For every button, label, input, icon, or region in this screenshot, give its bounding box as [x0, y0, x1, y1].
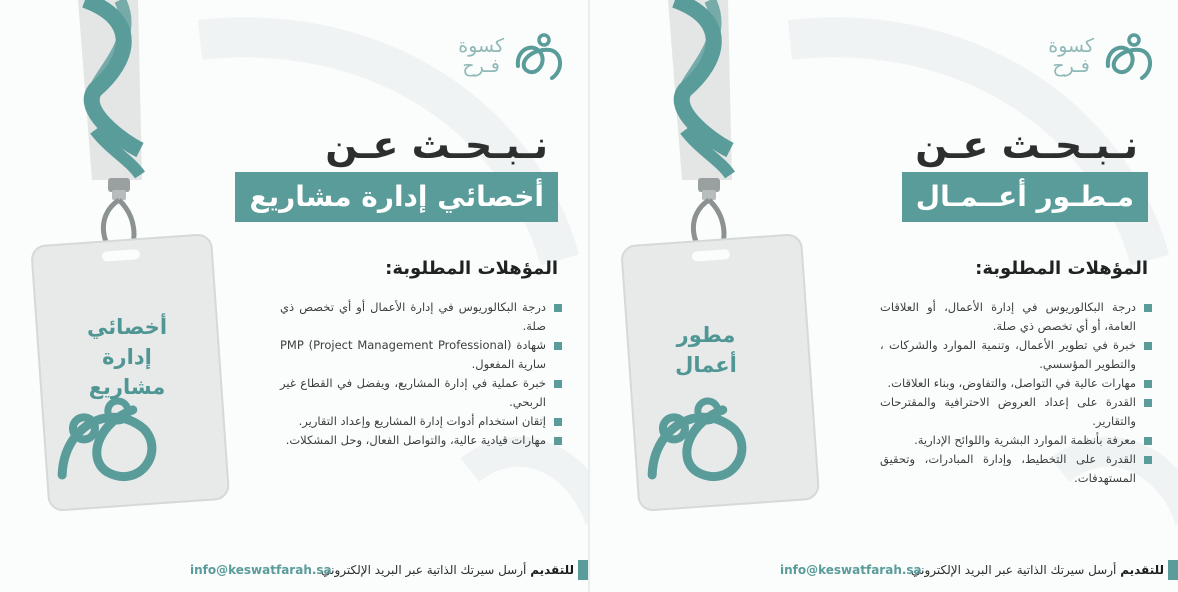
logo-word-1: كسوة	[458, 35, 504, 57]
logo-mark-icon	[510, 30, 566, 86]
qualification-text: القدرة على التخطيط، وإدارة المبادرات، وتحقيق المستهدفات.	[880, 452, 1136, 485]
list-item	[880, 374, 1152, 393]
bullet-square-icon	[1144, 437, 1152, 445]
logo-word-2: فـرح	[1052, 55, 1090, 77]
heading-we-are-looking-for: نـبـحـث عـن	[325, 123, 548, 167]
apply-instruction	[321, 558, 574, 582]
list-item	[280, 298, 562, 336]
bullet-square-icon	[1144, 380, 1152, 388]
company-logo	[1016, 30, 1156, 90]
bullet-square-icon	[554, 418, 562, 426]
bullet-square-icon	[1144, 456, 1152, 464]
list-item	[880, 431, 1152, 450]
list-item	[280, 374, 562, 412]
company-logo	[426, 30, 566, 90]
list-item	[280, 412, 562, 431]
bullet-square-icon	[554, 380, 562, 388]
qualification-text: خبرة عملية في إدارة المشاريع، ويفضل في القطاع غير الربحي.	[280, 376, 546, 409]
apply-text: أرسل سيرتك الذاتية عبر البريد الإلكتروني	[321, 563, 527, 577]
footer-accent-bar	[578, 560, 588, 580]
heading-we-are-looking-for: نـبـحـث عـن	[915, 123, 1138, 167]
bullet-square-icon	[554, 342, 562, 350]
bullet-square-icon	[1144, 304, 1152, 312]
apply-text: أرسل سيرتك الذاتية عبر البريد الإلكتروني	[911, 563, 1117, 577]
qualifications-title: المؤهلات المطلوبة:	[385, 258, 558, 279]
qualification-text: مهارات عالية في التواصل، والتفاوض، وبناء العلاقات.	[887, 376, 1136, 390]
logo-wordmark	[1048, 36, 1094, 76]
apply-instruction	[911, 558, 1164, 582]
lanyard-illustration	[0, 0, 260, 592]
footer-accent-bar	[1168, 560, 1178, 580]
qualification-text: شهادة PMP (Project Management Professional) سارية المفعول.	[280, 338, 546, 371]
logo-word-1: كسوة	[1048, 35, 1094, 57]
logo-word-2: فـرح	[462, 55, 500, 77]
qualification-text: درجة البكالوريوس في إدارة الأعمال أو أي تخصص ذي صلة.	[280, 300, 546, 333]
badge-job-title: أخصائي إدارة مشاريع	[86, 315, 168, 399]
bullet-square-icon	[554, 437, 562, 445]
contact-email-link[interactable]: info@keswatfarah.sa	[780, 563, 922, 577]
qualification-text: مهارات قيادية عالية، والتواصل الفعال، وحل المشكلات.	[285, 433, 546, 447]
contact-email-link[interactable]: info@keswatfarah.sa	[190, 563, 332, 577]
qualification-text: القدرة على إعداد العروض الاحترافية والمقترحات والتقارير.	[880, 395, 1136, 428]
list-item	[280, 431, 562, 450]
list-item	[880, 298, 1152, 336]
apply-label: للتقديم	[530, 563, 574, 577]
qualifications-title: المؤهلات المطلوبة:	[975, 258, 1148, 279]
bullet-square-icon	[1144, 399, 1152, 407]
qualification-text: خبرة في تطوير الأعمال، وتنمية الموارد والشركات ، والتطوير المؤسسي.	[880, 338, 1136, 371]
qualifications-list	[880, 298, 1152, 488]
bullet-square-icon	[1144, 342, 1152, 350]
badge-job-title: مطور أعمال	[675, 323, 737, 377]
qualification-text: إتقان استخدام أدوات إدارة المشاريع وإعداد التقارير.	[298, 414, 546, 428]
logo-wordmark	[458, 36, 504, 76]
list-item	[280, 336, 562, 374]
job-title-banner: أخصائي إدارة مشاريع	[235, 172, 558, 222]
job-poster-project-manager	[0, 0, 588, 592]
job-title-banner: مـطـور أعــمـال	[902, 172, 1148, 222]
lanyard-illustration	[590, 0, 850, 592]
list-item	[880, 450, 1152, 488]
list-item	[880, 336, 1152, 374]
bullet-square-icon	[554, 304, 562, 312]
job-poster-business-developer	[590, 0, 1178, 592]
apply-label: للتقديم	[1120, 563, 1164, 577]
apply-footer	[590, 558, 1178, 582]
qualifications-list	[280, 298, 562, 450]
logo-mark-icon	[1100, 30, 1156, 86]
list-item	[880, 393, 1152, 431]
apply-footer	[0, 558, 588, 582]
qualification-text: معرفة بأنظمة الموارد البشرية واللوائح الإدارية.	[914, 433, 1136, 447]
qualification-text: درجة البكالوريوس في إدارة الأعمال، أو العلاقات العامة، أو أي تخصص ذي صلة.	[880, 300, 1136, 333]
